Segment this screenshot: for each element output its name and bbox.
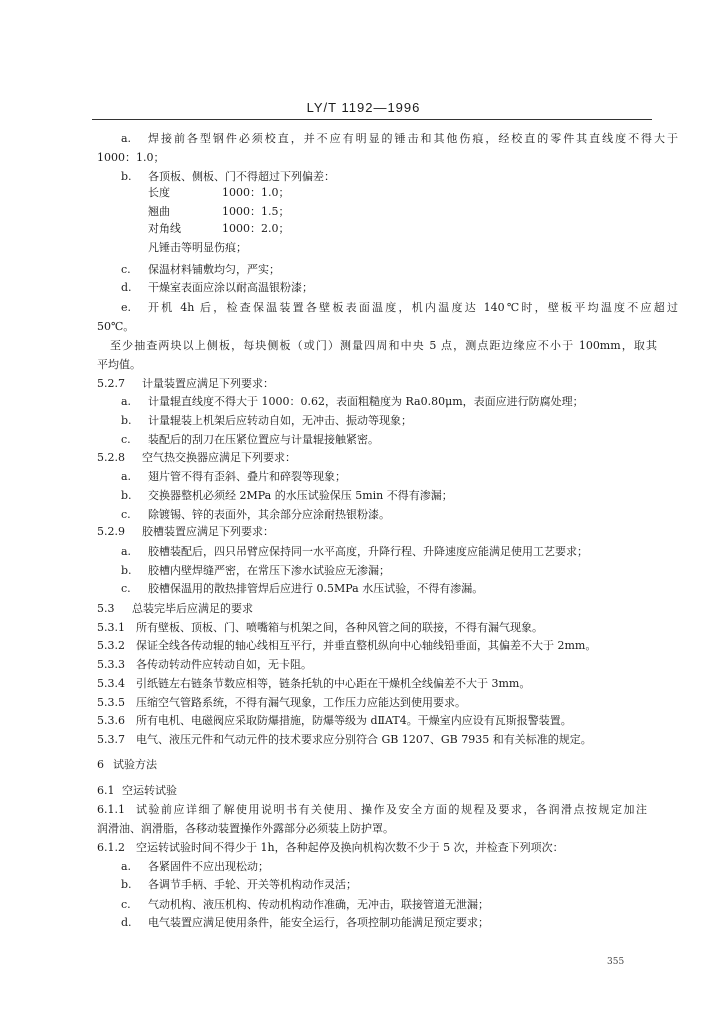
item-marker: a. [121, 470, 132, 483]
item-marker: 5.3 [97, 602, 115, 615]
item-marker: e. [121, 301, 132, 314]
item-marker: b. [121, 414, 132, 427]
item-text: 50℃。 [97, 320, 135, 333]
item-text: 各顶板、侧板、门不得超过下列偏差： [148, 170, 335, 183]
item-marker: b. [121, 564, 132, 577]
item-text: 空气热交换器应满足下列要求： [142, 451, 296, 464]
item-marker: 5.2.9 [97, 525, 125, 538]
item-text: 试验前应详细了解使用说明书有关使用、操作及安全方面的规程及要求，各润滑点按规定加注 [136, 803, 647, 816]
item-text: 保温材料铺敷均匀，严实； [148, 263, 280, 276]
item-text: 胶槽装配后，四只吊臂应保持同一水平高度，升降行程、升降速度应能满足使用工艺要求； [148, 545, 588, 558]
item-text: 开机 4h 后，检查保温装置各壁板表面温度，机内温度达 140℃时，壁板平均温度不应超过 [148, 301, 678, 314]
item-marker: 5.2.7 [97, 377, 125, 390]
item-text: 各传动转动件应转动自如，无卡阻。 [136, 658, 312, 671]
item-marker: 翘曲 [148, 205, 170, 218]
item-text: 气动机构、液压机构、传动机构动作准确，无冲击，联接管道无泄漏； [148, 898, 489, 911]
item-marker: b. [121, 878, 132, 891]
item-marker: 5.3.1 [97, 621, 125, 634]
item-text: 空运转试验时间不得少于 1h，各种起停及换向机构次数不少于 5 次，并检查下列项次： [136, 841, 564, 854]
item-text: 1000：1.0； [97, 151, 165, 164]
item-marker: 5.3.7 [97, 733, 125, 746]
item-marker: a. [121, 395, 132, 408]
item-marker: c. [121, 263, 131, 276]
item-text: 各调节手柄、手轮、开关等机构动作灵活； [148, 878, 357, 891]
page-header: LY/T 1192—1996 [306, 100, 421, 115]
page-number: 355 [607, 957, 625, 967]
item-text: 胶槽装置应满足下列要求： [142, 525, 274, 538]
item-marker: 5.2.8 [97, 451, 125, 464]
item-text: 空运转试验 [122, 784, 177, 797]
item-marker: d. [121, 281, 132, 294]
item-text: 计量辊装上机架后应转动自如，无冲击、振动等现象； [148, 414, 412, 427]
item-text: 所有壁板、顶板、门、喷嘴箱与机架之间，各种风管之间的联接，不得有漏气现象。 [136, 621, 543, 634]
item-marker: a. [121, 132, 132, 145]
item-text: 计量辊直线度不得大于 1000：0.62，表面粗糙度为 Ra0.80μm，表面应进行防腐处理； [148, 395, 584, 408]
item-marker: 5.3.4 [97, 677, 125, 690]
item-text: 所有电机、电磁阀应采取防爆措施，防爆等级为 dⅡAT4。干燥室内应设有瓦斯报警装置。 [136, 714, 572, 727]
item-marker: 长度 [148, 186, 170, 199]
item-text: 引纸链左右链条节数应相等，链条托轨的中心距在干燥机全线偏差不大于 3mm。 [136, 677, 531, 690]
item-marker: a. [121, 860, 132, 873]
item-text: 1000：1.5； [222, 205, 290, 218]
item-marker: 5.3.2 [97, 639, 125, 652]
item-marker: b. [121, 489, 132, 502]
item-text: 润滑油、润滑脂，各移动装置操作外露部分必须装上防护罩。 [97, 822, 394, 835]
item-marker: 5.3.3 [97, 658, 125, 671]
item-marker: c. [121, 898, 131, 911]
item-text: 各紧固件不应出现松动； [148, 860, 269, 873]
item-marker: 6.1.2 [97, 841, 125, 854]
item-text: 试验方法 [113, 758, 157, 771]
item-text: 电气装置应满足使用条件，能安全运行，各项控制功能满足预定要求； [148, 916, 489, 929]
item-marker: c. [121, 582, 131, 595]
item-marker: 6.1 [97, 784, 115, 797]
item-marker: a. [121, 545, 132, 558]
item-marker: c. [121, 433, 131, 446]
item-marker: 5.3.6 [97, 714, 125, 727]
item-text: 计量装置应满足下列要求： [142, 377, 274, 390]
item-marker: 5.3.5 [97, 696, 125, 709]
item-text: 至少抽查两块以上侧板，每块侧板（或门）测量四周和中央 5 点，测点距边缘应不小于 100mm，取其 [110, 339, 657, 352]
item-text: 保证全线各传动辊的轴心线相互平行，并垂直整机纵向中心轴线铅垂面，其偏差不大于 2mm。 [136, 639, 597, 652]
item-text: 翅片管不得有歪斜、叠片和碎裂等现象； [148, 470, 346, 483]
item-text: 总装完毕后应满足的要求 [132, 602, 253, 615]
item-text: 胶槽保温用的散热排管焊后应进行 0.5MPa 水压试验，不得有渗漏。 [148, 582, 484, 595]
header-rule [92, 119, 652, 120]
item-text: 电气、液压元件和气动元件的技术要求应分别符合 GB 1207、GB 7935 和有关标准的规定。 [136, 733, 592, 746]
item-text: 1000：1.0； [222, 186, 290, 199]
item-marker: d. [121, 916, 132, 929]
item-marker: c. [121, 508, 131, 521]
item-text: 除镀锡、锌的表面外，其余部分应涂耐热银粉漆。 [148, 508, 390, 521]
item-marker: b. [121, 170, 132, 183]
item-marker: 6.1.1 [97, 803, 125, 816]
item-text: 装配后的刮刀在压紧位置应与计量辊接触紧密。 [148, 433, 379, 446]
item-text: 焊接前各型钢件必须校直，并不应有明显的锤击和其他伤痕，经校直的零件其直线度不得大于 [148, 132, 678, 145]
item-text: 交换器整机必须经 2MPa 的水压试验保压 5min 不得有渗漏； [148, 489, 453, 502]
item-marker: 对角线 [148, 222, 181, 235]
item-text: 干燥室表面应涂以耐高温银粉漆； [148, 281, 313, 294]
item-text: 胶槽内壁焊缝严密，在常压下渗水试验应无渗漏； [148, 564, 390, 577]
item-text: 1000：2.0； [222, 222, 290, 235]
item-text: 压缩空气管路系统，不得有漏气现象，工作压力应能达到使用要求。 [136, 696, 466, 709]
item-marker: 6 [97, 758, 104, 771]
item-text: 平均值。 [97, 358, 141, 371]
item-text: 凡锤击等明显伤痕； [148, 241, 247, 254]
